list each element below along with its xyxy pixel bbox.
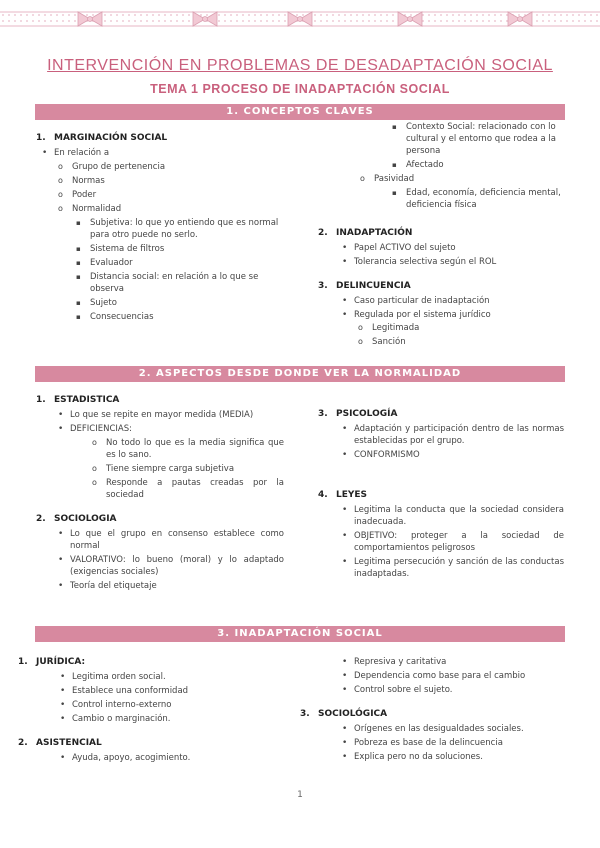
list-item: • Regulada por el sistema jurídico o Legitimada o Sanción [354,309,568,348]
list-item: • DEFICIENCIAS: o No todo lo que es la media significa que es lo sano. o Tiene siempre carga subjetiva o Responde a pautas creadas por la sociedad [70,423,284,501]
heading-sociologica: 3. SOCIOLÓGICA [300,709,388,719]
list-item: • Teoría del etiquetaje [70,580,284,592]
list-item: • Papel ACTIVO del sujeto [354,242,568,254]
list-item: o Normas [72,175,291,187]
s3-right-column [300,656,560,765]
list-item: • Control sobre el sujeto. [354,684,560,696]
heading-inadaptacion: 2. INADAPTACIÓN [318,228,413,238]
heading-estadistica: 1. ESTADISTICA [36,395,120,405]
list-item: ▪ Contexto Social: relacionado con lo cultural y el entorno que rodea a la persona [406,121,568,157]
list-item: o Sanción [372,336,568,348]
heading-juridica: 1. JURÍDICA: [18,657,86,667]
section-bar-conceptos: 1. CONCEPTOS CLAVES [35,104,565,120]
s2-right-column [318,408,564,582]
list-item: • Legitima la conducta que la sociedad considera inadecuada. [354,504,564,528]
list-item: • Cambio o marginación. [72,713,288,725]
list-item: • Control interno-externo [72,699,288,711]
list-item: • CONFORMISMO [354,449,564,461]
page-number: 1 [297,790,303,800]
section-bar-aspectos: 2. ASPECTOS DESDE DONDE VER LA NORMALIDAD [35,366,565,382]
list-item: • Orígenes en las desigualdades sociales. [354,723,560,735]
list-item: o Normalidad ▪ Subjetiva: lo que yo entiendo que es normal para otro puede no serlo. ▪ Sistema de filtros ▪ Evaluador ▪ Distancia social: en relación a lo que se observa ▪ Sujeto ▪ Consecuencias [72,203,291,323]
document-title: INTERVENCIÓN EN PROBLEMAS DE DESADAPTACIÓN SOCIAL [47,57,553,74]
list-item: • Legitima orden social. [72,671,288,683]
list-item: • Dependencia como base para el cambio [354,670,560,682]
heading-leyes: 4. LEYES [318,490,368,500]
list-item: o Legitimada [372,322,568,334]
ribbon-header [0,0,600,40]
list-item: o Tiene siempre carga subjetiva [106,463,284,475]
list-item: • Legitima persecución y sanción de las conductas inadaptadas. [354,556,564,580]
document-subtitle: TEMA 1 PROCESO DE INADAPTACIÓN SOCIAL [150,82,450,96]
list-item: ▪ Sistema de filtros [90,243,291,255]
list-item: • Establece una conformidad [72,685,288,697]
s2-left-column [36,394,284,594]
list-item: o Grupo de pertenencia [72,161,291,173]
list-item: o No todo lo que es la media significa que es lo sano. [106,437,284,461]
s1-right-column [318,121,568,350]
list-item: ▪ Distancia social: en relación a lo que se observa [90,271,291,295]
list-item: • Lo que el grupo en consenso establece como normal [70,528,284,552]
list-item: ▪ Sujeto [90,297,291,309]
s1-left-column [36,132,291,325]
heading-psicologia: 3. PSICOLOGÍA [318,409,398,419]
section-bar-inadaptacion: 3. INADAPTACIÓN SOCIAL [35,626,565,642]
list-item: • Pobreza es base de la delincuencia [354,737,560,749]
heading-asistencial: 2. ASISTENCIAL [18,738,102,748]
list-item: o Responde a pautas creadas por la sociedad [106,477,284,501]
list-item: • VALORATIVO: lo bueno (moral) y lo adaptado (exigencias sociales) [70,554,284,578]
heading-delincuencia: 3. DELINCUENCIA [318,281,411,291]
list-item: ▪ Evaluador [90,257,291,269]
list-item: ▪ Afectado [406,159,568,171]
list-item: • Represiva y caritativa [354,656,560,668]
s3-left-column [18,656,288,766]
list-item: ▪ Edad, economía, deficiencia mental, deficiencia física [406,187,568,211]
list-item: ▪ Subjetiva: lo que yo entiendo que es normal para otro puede no serlo. [90,217,291,241]
list-item: o Poder [72,189,291,201]
list-item: • Adaptación y participación dentro de las normas establecidas por el grupo. [354,423,564,447]
list-item: • Tolerancia selectiva según el ROL [354,256,568,268]
list-item: • En relación a o Grupo de pertenencia o Normas o Poder o Normalidad ▪ Subjetiva: lo que yo entiendo que es normal para otro puede no serlo. ▪ Sistema de filtros ▪ Evaluador ▪ Distancia social: en relación a lo que se observa ▪ Sujeto ▪ Consecuencias [54,147,291,323]
list-item: ▪ Consecuencias [90,311,291,323]
list-item: • Lo que se repite en mayor medida (MEDIA) [70,409,284,421]
heading-marginacion: 1. MARGINACIÓN SOCIAL [36,133,168,143]
list-item: • Ayuda, apoyo, acogimiento. [72,752,288,764]
list-item: • Explica pero no da soluciones. [354,751,560,763]
heading-sociologia: 2. SOCIOLOGIA [36,514,117,524]
list-item: • OBJETIVO: proteger a la sociedad de comportamientos peligrosos [354,530,564,554]
list-item: • Caso particular de inadaptación [354,295,568,307]
list-item: o Pasividad ▪ Edad, economía, deficiencia mental, deficiencia física [374,173,568,211]
